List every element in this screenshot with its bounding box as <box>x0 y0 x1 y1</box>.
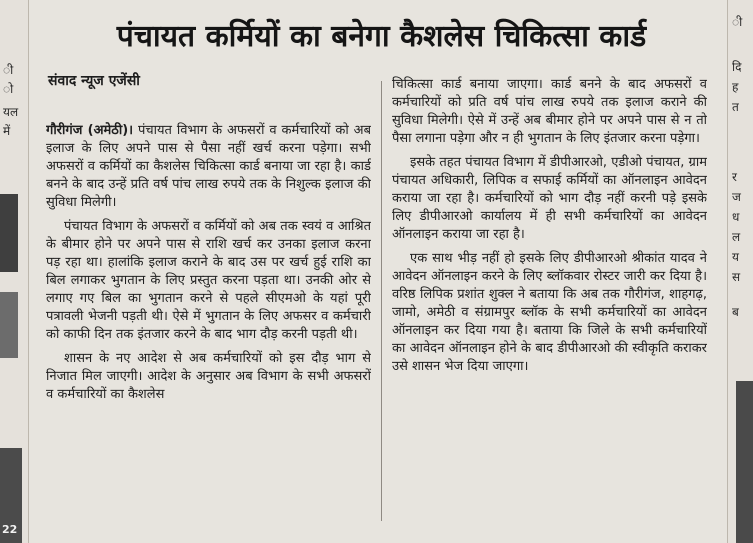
left-paragraph-3: शासन के नए आदेश से अब कर्मचारियों को इस दौड़ भाग से निजात मिल जाएगी। आदेश के अनुसार अब विभाग के सभी अफसरों व कर्मचारियों का कैशलेस <box>46 351 371 402</box>
article-left-column <box>46 122 371 533</box>
left-fragment-3: यल <box>3 105 19 119</box>
left-fragment-2: ो <box>3 82 14 96</box>
right-fragment-2: दि <box>732 60 742 74</box>
right-fragment-9: य <box>732 250 739 264</box>
article-right-column <box>392 76 707 533</box>
right-neighbor-column <box>727 0 753 543</box>
left-paragraph-1 <box>46 122 371 212</box>
right-fragment-7: ध <box>732 210 740 224</box>
right-fragment-10: स <box>732 270 741 284</box>
left-image-fragment-2 <box>0 292 18 358</box>
right-paragraph-2: इसके तहत पंचायत विभाग में डीपीआरओ, एडीओ पंचायत, ग्राम पंचायत अधिकारी, लिपिक व सफाई कर्मियों का ऑनलाइन आवेदन कराया जा रहा है। कर्मचारियों को भाग दौड़ नहीं करनी पड़े इसके लिए डीपीआरओ कार्यालय में ही सभी कर्मचारियों का आवेदन ऑनलाइन कराया जा रहा है। <box>392 155 707 242</box>
left-fragment-4: में <box>3 124 11 138</box>
article-dateline: गौरीगंज (अमेठी)। <box>46 123 134 138</box>
left-image-fragment <box>0 194 18 272</box>
left-neighbor-column <box>0 0 29 543</box>
right-fragment-1: ी <box>732 15 743 29</box>
column-divider <box>381 81 382 521</box>
right-fragment-4: त <box>732 100 739 114</box>
right-dark-fragment <box>736 381 753 543</box>
left-fragment-1: ी <box>3 63 14 77</box>
right-paragraph-1: चिकित्सा कार्ड बनाया जाएगा। कार्ड बनने के बाद अफसरों व कर्मचारियों को प्रति वर्ष पांच लाख रुपये तक इलाज कराने की सुविधा मिलेगी। ऐसे में उन्हें अब बीमार होने पर अपने पास से न तो पैसा लगाना पड़ेगा और न ही भुगतान के लिए इंतजार करना पड़ेगा। <box>392 77 707 146</box>
left-paragraph-2: पंचायत विभाग के अफसरों व कर्मियों को अब तक स्वयं व आश्रित के बीमार होने पर अपने पास से राशि खर्च कर उनका इलाज करना पड़ रहा था। हालांकि इलाज कराने के बाद उस पर खर्च हुई राशि का बिल लगाकर भुगतान के लिए प्रस्तुत करना पड़ता था। उनकी ओर से लगाए गए बिल का भुगतान करने से पहले सीएमओ के यहां पूरी पत्रावली भेजनी पड़ती थी। ऐसे में भुगतान के लिए अफसर व कर्मचारी को काफी दिन तक इंतजार करने के बाद भाग दौड़ करनी पड़ती थी। <box>46 219 371 342</box>
right-fragment-3: ह <box>732 80 739 94</box>
right-fragment-6: ज <box>732 190 741 204</box>
news-article <box>38 0 724 543</box>
right-paragraph-3: एक साथ भीड़ नहीं हो इसके लिए डीपीआरओ श्रीकांत यादव ने आवेदन ऑनलाइन करने के लिए ब्लॉकवार रोस्टर जारी कर दिया है। वरिष्ठ लिपिक प्रशांत शुक्ल ने बताया कि अब तक गौरीगंज, शाहगढ़, जामो, अमेठी व संग्रामपुर ब्लॉक के सभी कर्मचारियों का आवेदन ऑनलाइन कर दिया गया है। बताया कि जिले के सभी कर्मचारियों का आवेदन ऑनलाइन होने के बाद डीपीआरओ की स्वीकृति कराकर उसे शासन भेज दिया जाएगा। <box>392 251 707 374</box>
right-fragment-11: ब <box>732 305 739 319</box>
left-paragraph-1-text: पंचायत विभाग के अफसरों व कर्मचारियों को अब इलाज के लिए अपने पास से पैसा नहीं खर्च करना पड़ेगा। सभी अफसरों व कर्मियों का कैशलेस चिकित्सा कार्ड बनाया जा रहा है। कार्ड बनने के बाद उन्हें प्रति वर्ष पांच लाख रुपये तक के निशुल्क इलाज की सुविधा मिलेगी। <box>46 123 371 210</box>
article-headline: पंचायत कर्मियों का बनेगा कैशलेस चिकित्सा कार्ड <box>116 19 647 54</box>
article-byline: संवाद न्यूज एजेंसी <box>48 73 140 89</box>
right-fragment-8: ल <box>732 230 741 244</box>
right-fragment-5: र <box>732 170 737 184</box>
left-page-number: 22 <box>2 523 18 536</box>
